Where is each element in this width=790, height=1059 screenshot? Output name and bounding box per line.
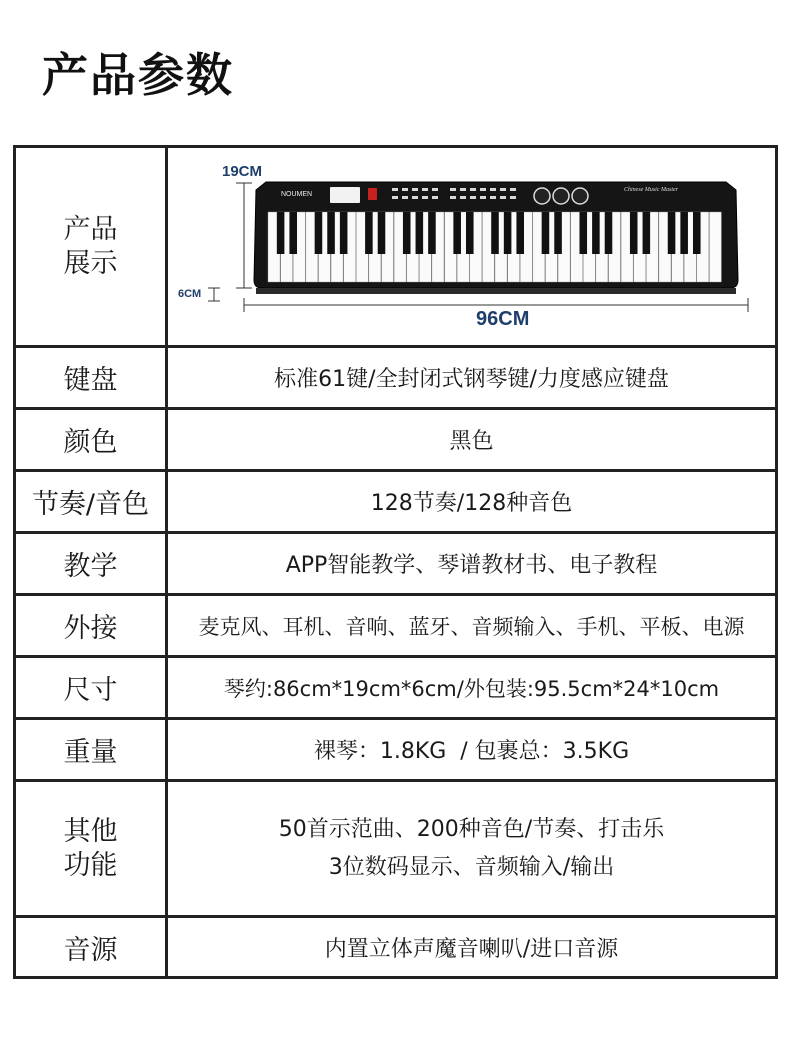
width-dimension-label: 96CM (476, 308, 530, 330)
black-key (668, 212, 676, 254)
spec-label-keyboard: 键盘 (63, 365, 118, 396)
label-line: 功能 (63, 849, 118, 881)
label-line: 产品 (63, 213, 118, 245)
black-key (516, 212, 524, 254)
black-key (378, 212, 386, 254)
value-line: 50首示范曲、200种音色/节奏、打击乐 (278, 816, 665, 842)
black-key (680, 212, 688, 254)
spec-value-size: 琴约:86cm*19cm*6cm/外包装:95.5cm*24*10cm (223, 676, 720, 701)
spec-label-sound: 音源 (63, 934, 118, 966)
spec-value-other (168, 782, 775, 915)
label-line: 其他 (63, 815, 118, 847)
black-key (466, 212, 474, 254)
spec-label-connectivity: 外接 (63, 613, 118, 644)
spec-value-teaching: APP智能教学、琴谱教材书、电子教程 (285, 553, 658, 578)
black-key (453, 212, 461, 254)
spec-value-sound: 内置立体声魔音喇叭/进口音源 (324, 936, 619, 962)
brand-script: Chinese Music Master (624, 187, 678, 193)
black-key (542, 212, 550, 254)
keyboard-illustration (170, 150, 775, 345)
black-key (579, 212, 587, 254)
black-key (403, 212, 411, 254)
black-key (277, 212, 285, 254)
black-key (340, 212, 348, 254)
height-dimension-label: 19CM (222, 163, 263, 180)
depth-dimension-label: 6CM (178, 288, 202, 300)
black-key (416, 212, 424, 254)
black-key (289, 212, 297, 254)
black-key (504, 212, 512, 254)
page-title: 产品参数 (42, 48, 234, 102)
black-key (693, 212, 701, 254)
black-key (365, 212, 373, 254)
brand-logo: NOUMEN (281, 191, 313, 198)
value-line: 3位数码显示、音频输入/输出 (328, 854, 615, 880)
spec-value-color: 黑色 (449, 429, 494, 454)
spec-value-connectivity: 麦克风、耳机、音响、蓝牙、音频输入、手机、平板、电源 (198, 614, 745, 639)
black-key (554, 212, 562, 254)
table-divider (13, 976, 778, 979)
black-key (605, 212, 613, 254)
black-key (327, 212, 335, 254)
spec-label-rhythm: 节奏/音色 (31, 489, 150, 520)
black-key (643, 212, 651, 254)
label-line: 展示 (63, 247, 118, 279)
spec-value-rhythm: 128节奏/128种音色 (370, 491, 573, 516)
spec-label-other (16, 782, 165, 915)
spec-value-keyboard: 标准61键/全封闭式钢琴键/力度感应键盘 (274, 367, 669, 392)
black-key (315, 212, 323, 254)
spec-label-color: 颜色 (63, 427, 118, 458)
table-border-right (775, 145, 778, 979)
spec-label-weight: 重量 (63, 737, 118, 768)
product-display-label (16, 148, 165, 345)
spec-value-weight: 裸琴：1.8KG / 包裹总：3.5KG (313, 739, 630, 764)
white-key (709, 212, 721, 282)
black-key (491, 212, 499, 254)
product-display-area (170, 150, 775, 345)
spec-label-size: 尺寸 (63, 675, 118, 706)
spec-label-teaching: 教学 (63, 551, 118, 582)
black-key (592, 212, 600, 254)
black-key (428, 212, 436, 254)
black-key (630, 212, 638, 254)
